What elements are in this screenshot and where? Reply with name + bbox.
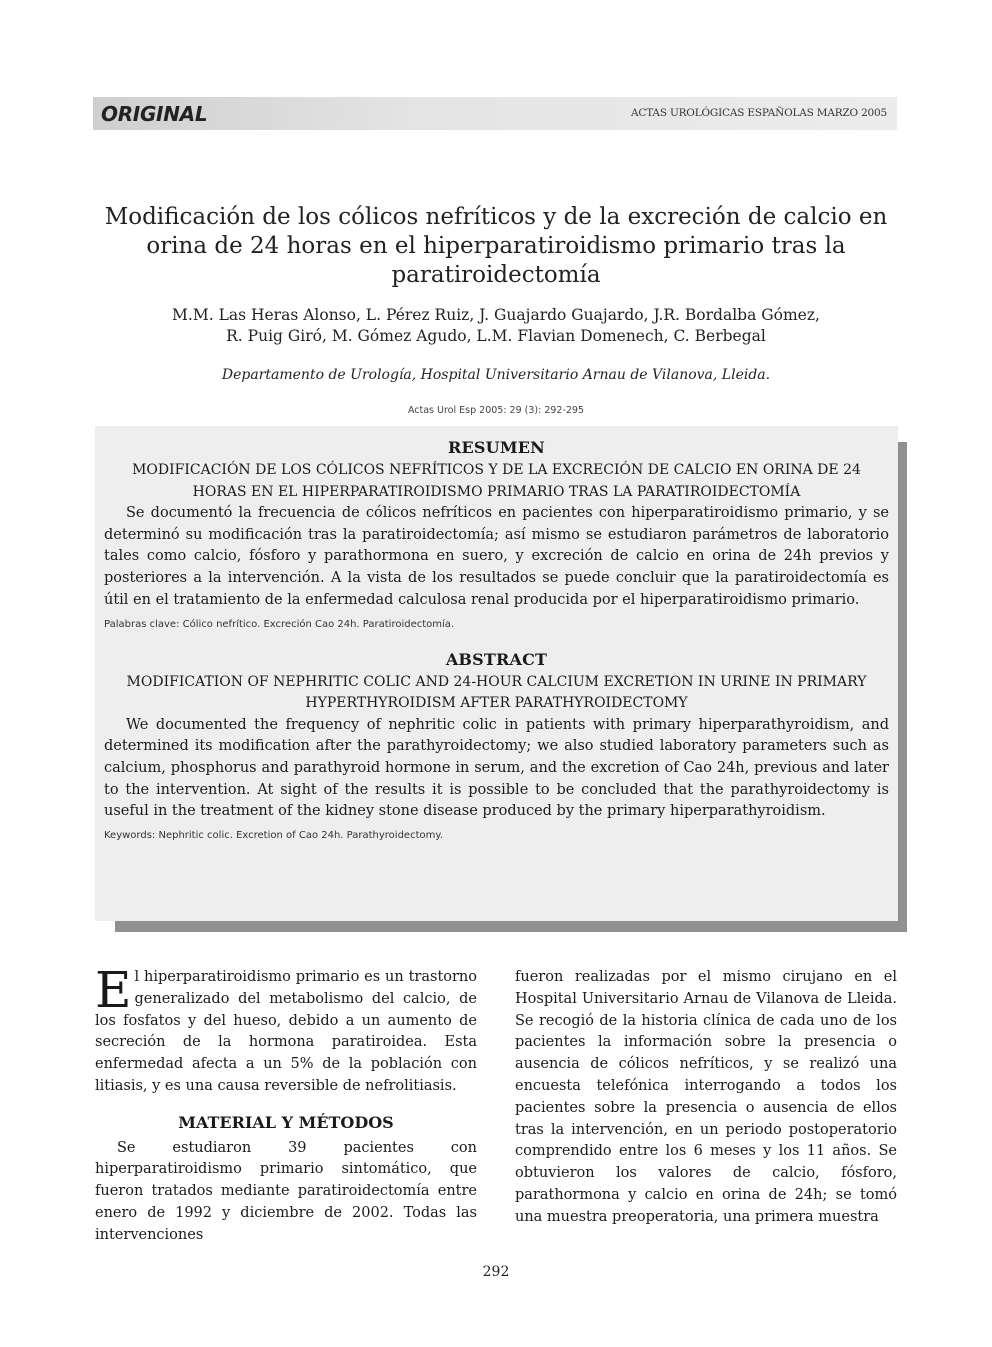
journal-running-head: ACTAS UROLÓGICAS ESPAÑOLAS MARZO 2005	[630, 107, 887, 119]
drop-cap: E	[95, 961, 132, 1019]
author-line-1: M.M. Las Heras Alonso, L. Pérez Ruiz, J. Guajardo Guajardo, J.R. Bordalba Gómez,	[172, 306, 820, 324]
methods-continuation: fueron realizadas por el mismo cirujano en el Hospital Universitario Arnau de Vilanova de Lleida. Se recogió de la historia clínica de cada uno de los pacientes la información sobre la presencia o ausencia de cólicos nefríticos, y se realizó una encuesta telefónica interrogando a todos los pacientes sobre la presencia o ausencia de ellos tras la intervención, en un periodo postoperatorio comprendido entre los 6 meses y los 11 años. Se obtuvieron los valores de calcio, fósforo, parathormona y calcio en orina de 24h; se tomó una muestra preoperatoria, una primera muestra	[515, 969, 897, 1225]
author-list	[96, 305, 896, 347]
left-column	[95, 961, 477, 1247]
abstract-body: We documented the frequency of nephritic colic in patients with primary hiperparathyroidism, and determined its modification after the parathyroidectomy; we also studied laboratory parameters such as calcium, phosphorus and parathyroid hormone in serum, and the excretion of Cao 24h, previous and later to the intervention. At sight of the results it is possible to be concluded that the parathyroidectomy is useful in the treatment of the kidney stone disease produced by the primary hiperparathyroidism.	[104, 716, 889, 820]
page-number: 292	[482, 1264, 510, 1280]
methods-paragraph: Se estudiaron 39 pacientes con hiperparatiroidismo primario sintomático, que fueron tratados mediante paratiroidectomía entre enero de 1992 y diciembre de 2002. Todas las intervenciones	[95, 1139, 477, 1243]
resumen-heading: RESUMEN	[448, 438, 545, 457]
resumen-keywords: Palabras clave: Cólico nefrítico. Excreción Cao 24h. Paratiroidectomía.	[104, 618, 455, 630]
affiliation: Departamento de Urología, Hospital Universitario Arnau de Vilanova, Lleida.	[221, 367, 771, 383]
abstract-heading: ABSTRACT	[445, 649, 548, 669]
right-column	[515, 967, 897, 1229]
abstract-box	[95, 426, 898, 921]
methods-heading: MATERIAL Y MÉTODOS	[178, 1112, 394, 1132]
intro-text: l hiperparatiroidismo primario es un trastorno generalizado del metabolismo del calcio, de los fosfatos y del hueso, debido a un aumento de secreción de la hormona paratiroidea. Esta enfermedad afecta a un 5% de la población con litiasis, y es una causa reversible de nefrolitiasis.	[95, 969, 477, 1094]
header-band	[93, 97, 897, 130]
article-title: Modificación de los cólicos nefríticos y de la excreción de calcio en orina de 24 horas en el hiperparatiroidismo primario tras la paratiroidectomía	[104, 204, 888, 288]
abstract-keywords: Keywords: Nephritic colic. Excretion of Cao 24h. Parathyroidectomy.	[104, 830, 444, 842]
resumen-subtitle: MODIFICACIÓN DE LOS CÓLICOS NEFRÍTICOS Y DE LA EXCRECIÓN DE CALCIO EN ORINA DE 24 HORAS EN EL HIPERPARATIROIDISMO PRIMARIO TRAS LA PARATIROIDECTOMÍA	[132, 462, 861, 500]
author-line-2: R. Puig Giró, M. Gómez Agudo, L.M. Flavian Domenech, C. Berbegal	[226, 327, 766, 345]
resumen-body: Se documentó la frecuencia de cólicos nefríticos en pacientes con hiperparatiroidismo primario, y se determinó su modificación tras la paratiroidectomía; así mismo se estudiaron parámetros de laboratorio tales como calcio, fósforo y parathormona en suero, y excreción de calcio en orina de 24h previos y posteriores a la intervención. A la vista de los resultados se puede concluir que la paratiroidectomía es útil en el tratamiento de la enfermedad calculosa renal producida por el hiperparatiroidismo primario.	[104, 505, 889, 608]
abstract-subtitle: MODIFICATION OF NEPHRITIC COLIC AND 24-HOUR CALCIUM EXCRETION IN URINE IN PRIMARY HYPERTHYROIDISM AFTER PARATHYROIDECTOMY	[126, 673, 867, 712]
section-label: ORIGINAL	[101, 102, 208, 126]
citation: Actas Urol Esp 2005: 29 (3): 292-295	[407, 405, 585, 416]
intro-paragraph	[95, 961, 477, 1098]
